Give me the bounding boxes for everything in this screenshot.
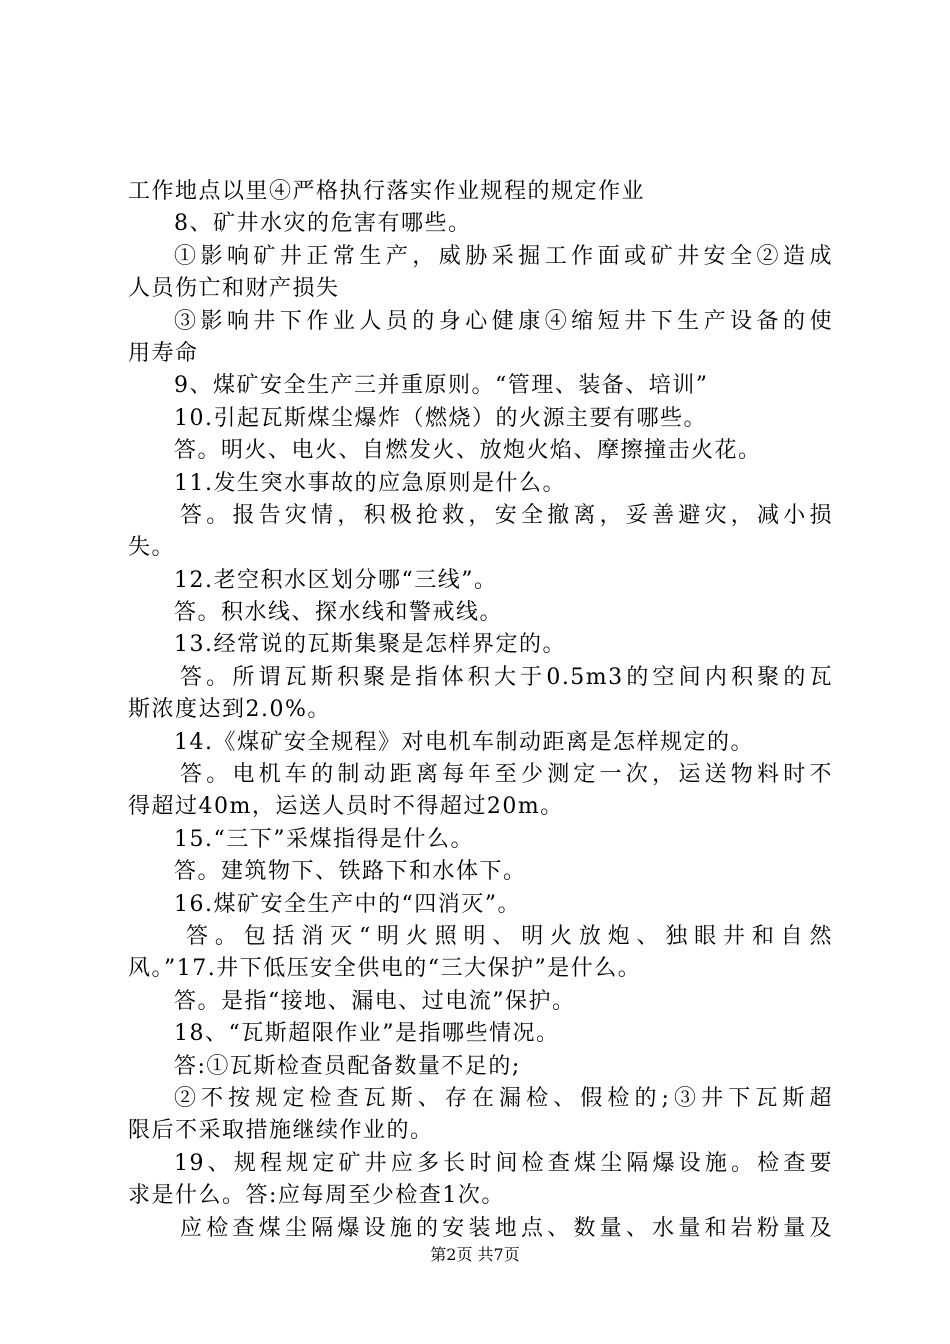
text-line: 求是什么。答:应每周至少检查1次。 [128, 1183, 505, 1209]
text-line: 13.经常说的瓦斯集聚是怎样界定的。 [174, 632, 566, 658]
text-line: 11.发生突水事故的应急原则是什么。 [174, 470, 566, 496]
text-line: 10.引起瓦斯煤尘爆炸（燃烧）的火源主要有哪些。 [174, 405, 707, 431]
text-line: 答。积水线、探水线和警戒线。 [174, 600, 504, 626]
document-body [128, 176, 833, 1245]
text-line: ③影响井下作业人员的身心健康④缩短井下生产设备的使 [174, 308, 833, 334]
text-line: 斯浓度达到2.0%。 [128, 697, 331, 723]
text-line: 答。建筑物下、铁路下和水体下。 [174, 859, 527, 885]
text-line: 19、规程规定矿井应多长时间检查煤尘隔爆设施。检查要 [174, 1150, 833, 1176]
text-line: 答。电机车的制动距离每年至少测定一次，运送物料时不 [180, 762, 833, 788]
text-line: 9、煤矿安全生产三并重原则。“管理、装备、培训” [174, 373, 709, 399]
text-line: 答。报告灾情，积极抢救，安全撤离，妥善避灾，减小损 [180, 502, 833, 528]
text-line: ①影响矿井正常生产，威胁采掘工作面或矿井安全②造成 [174, 243, 833, 269]
text-line: 风。”17.井下低压安全供电的“三大保护”是什么。 [128, 956, 642, 982]
text-line: 答。所谓瓦斯积聚是指体积大于0.5m3的空间内积聚的瓦 [180, 664, 833, 690]
text-line: 12.老空积水区划分哪“三线”。 [174, 567, 498, 593]
text-line: 得超过40m，运送人员时不得超过20m。 [128, 794, 564, 820]
page-number-footer: 第2页 共7页 [430, 1245, 520, 1264]
text-line: 应检查煤尘隔爆设施的安装地点、数量、水量和岩粉量及 [180, 1215, 833, 1241]
text-line: 18、“瓦斯超限作业”是指哪些情况。 [174, 1021, 560, 1047]
text-line: 8、矿井水灾的危害有哪些。 [174, 211, 472, 237]
text-line: 答。是指“接地、漏电、过电流”保护。 [174, 988, 576, 1014]
text-line: 答。明火、电火、自燃发火、放炮火焰、摩擦撞击火花。 [174, 438, 762, 464]
text-line: 14.《煤矿安全规程》对电机车制动距离是怎样规定的。 [174, 729, 754, 755]
text-line: 限后不采取措施继续作业的。 [128, 1118, 434, 1144]
text-line: 答。包括消灭“明火照明、明火放炮、独眼井和自然 [186, 923, 833, 949]
text-line: 用寿命 [128, 340, 199, 366]
text-line: 工作地点以里④严格执行落实作业规程的规定作业 [128, 179, 646, 204]
text-line: 16.煤矿安全生产中的“四消灭”。 [174, 891, 521, 917]
text-line: 答:①瓦斯检查员配备数量不足的; [174, 1053, 521, 1079]
text-line: 人员伤亡和财产损失 [128, 276, 340, 302]
text-line: 15.“三下”采煤指得是什么。 [174, 826, 474, 852]
text-line: ②不按规定检查瓦斯、存在漏检、假检的;③井下瓦斯超 [174, 1085, 833, 1111]
text-line: 失。 [128, 535, 176, 561]
